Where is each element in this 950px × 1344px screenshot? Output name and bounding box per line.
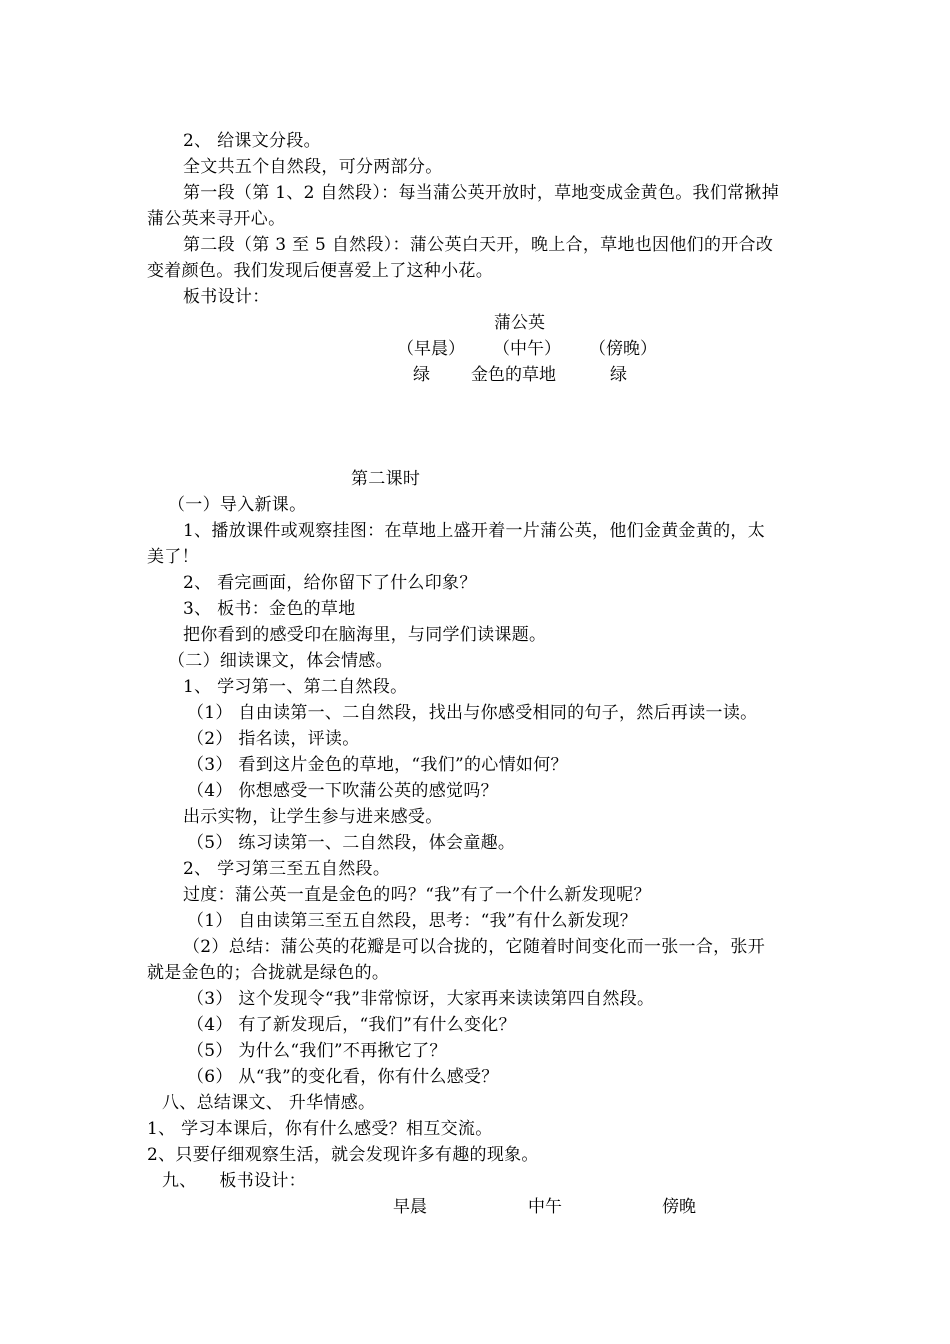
section-9-heading: 九、 板书设计：	[162, 1171, 306, 1191]
board-noon: （中午）	[493, 339, 561, 359]
section-2-item-2-4: （4） 有了新发现后，“我们”有什么变化？	[187, 1015, 516, 1035]
para-summary: 全文共五个自然段，可分两部分。	[183, 157, 443, 177]
section-2-item-1-5: （5） 练习读第一、二自然段，体会童趣。	[187, 833, 516, 853]
para-segment-heading: 2、 给课文分段。	[183, 131, 321, 151]
section-1-item-2: 2、 看完画面，给你留下了什么印象？	[183, 573, 477, 593]
board-morning: （早晨）	[397, 339, 465, 359]
section-2-item-2-3: （3） 这个发现令“我”非常惊讶，大家再来读读第四自然段。	[187, 989, 655, 1009]
section-2-item-1-4: （4） 你想感受一下吹蒲公英的感觉吗？	[187, 781, 498, 801]
section-1-heading: （一）导入新课。	[168, 495, 307, 515]
section-2-item-2-1: （1） 自由读第三至五自然段，思考：“我”有什么新发现？	[187, 911, 638, 931]
section-2-item-2-2-cont: 就是金色的；合拢就是绿色的。	[147, 963, 390, 983]
section-2-item-1: 1、 学习第一、第二自然段。	[183, 677, 408, 697]
section-2-heading: （二）细读课文，体会情感。	[168, 651, 393, 671]
section-8-heading: 八、总结课文、 升华情感。	[162, 1093, 376, 1113]
board-green-right: 绿	[610, 365, 627, 385]
section-2-item-2-2: （2）总结：蒲公英的花瓣是可以合拢的，它随着时间变化而一张一合，张开	[183, 937, 766, 957]
board2-noon: 中午	[528, 1197, 562, 1217]
board-design-label: 板书设计：	[183, 287, 270, 307]
section-1-note: 把你看到的感受印在脑海里，与同学们读课题。	[183, 625, 547, 645]
section-2-item-1-3: （3） 看到这片金色的草地，“我们”的心情如何？	[187, 755, 568, 775]
section-2-item-1-note: 出示实物，让学生参与进来感受。	[183, 807, 443, 827]
section-8-item-2: 2、只要仔细观察生活，就会发现许多有趣的现象。	[147, 1145, 539, 1165]
para-first-section: 第一段（第 1、2 自然段）：每当蒲公英开放时，草地变成金黄色。我们常揪掉	[183, 183, 780, 203]
section-2-transition: 过度：蒲公英一直是金色的吗？“我”有了一个什么新发现呢？	[183, 885, 651, 905]
para-second-section: 第二段（第 3 至 5 自然段）：蒲公英白天开，晚上合，草地也因他们的开合改	[183, 235, 774, 255]
section-1-item-3: 3、 板书：金色的草地	[183, 599, 356, 619]
para-second-section-cont: 变着颜色。我们发现后便喜爱上了这种小花。	[147, 261, 493, 281]
board-evening: （傍晚）	[589, 339, 657, 359]
section-2-item-2-5: （5） 为什么“我们”不再揪它了？	[187, 1041, 447, 1061]
section-2-item-2: 2、 学习第三至五自然段。	[183, 859, 391, 879]
section-1-item-1-cont: 美了！	[147, 547, 199, 567]
board-golden-grass: 金色的草地	[471, 365, 556, 385]
board-title: 蒲公英	[494, 313, 545, 333]
section-1-item-1: 1、播放课件或观察挂图：在草地上盛开着一片蒲公英，他们金黄金黄的，太	[183, 521, 766, 541]
board2-morning: 早晨	[393, 1197, 427, 1217]
board-green-left: 绿	[413, 365, 430, 385]
section-2-item-2-6: （6） 从“我”的变化看，你有什么感受？	[187, 1067, 499, 1087]
section-2-item-1-1: （1） 自由读第一、二自然段，找出与你感受相同的句子，然后再读一读。	[187, 703, 758, 723]
section-2-item-1-2: （2） 指名读，评读。	[187, 729, 360, 749]
section-8-item-1: 1、 学习本课后，你有什么感受？相互交流。	[147, 1119, 493, 1139]
board2-evening: 傍晚	[662, 1197, 696, 1217]
para-first-section-cont: 蒲公英来寻开心。	[147, 209, 286, 229]
lesson-heading: 第二课时	[351, 469, 421, 489]
